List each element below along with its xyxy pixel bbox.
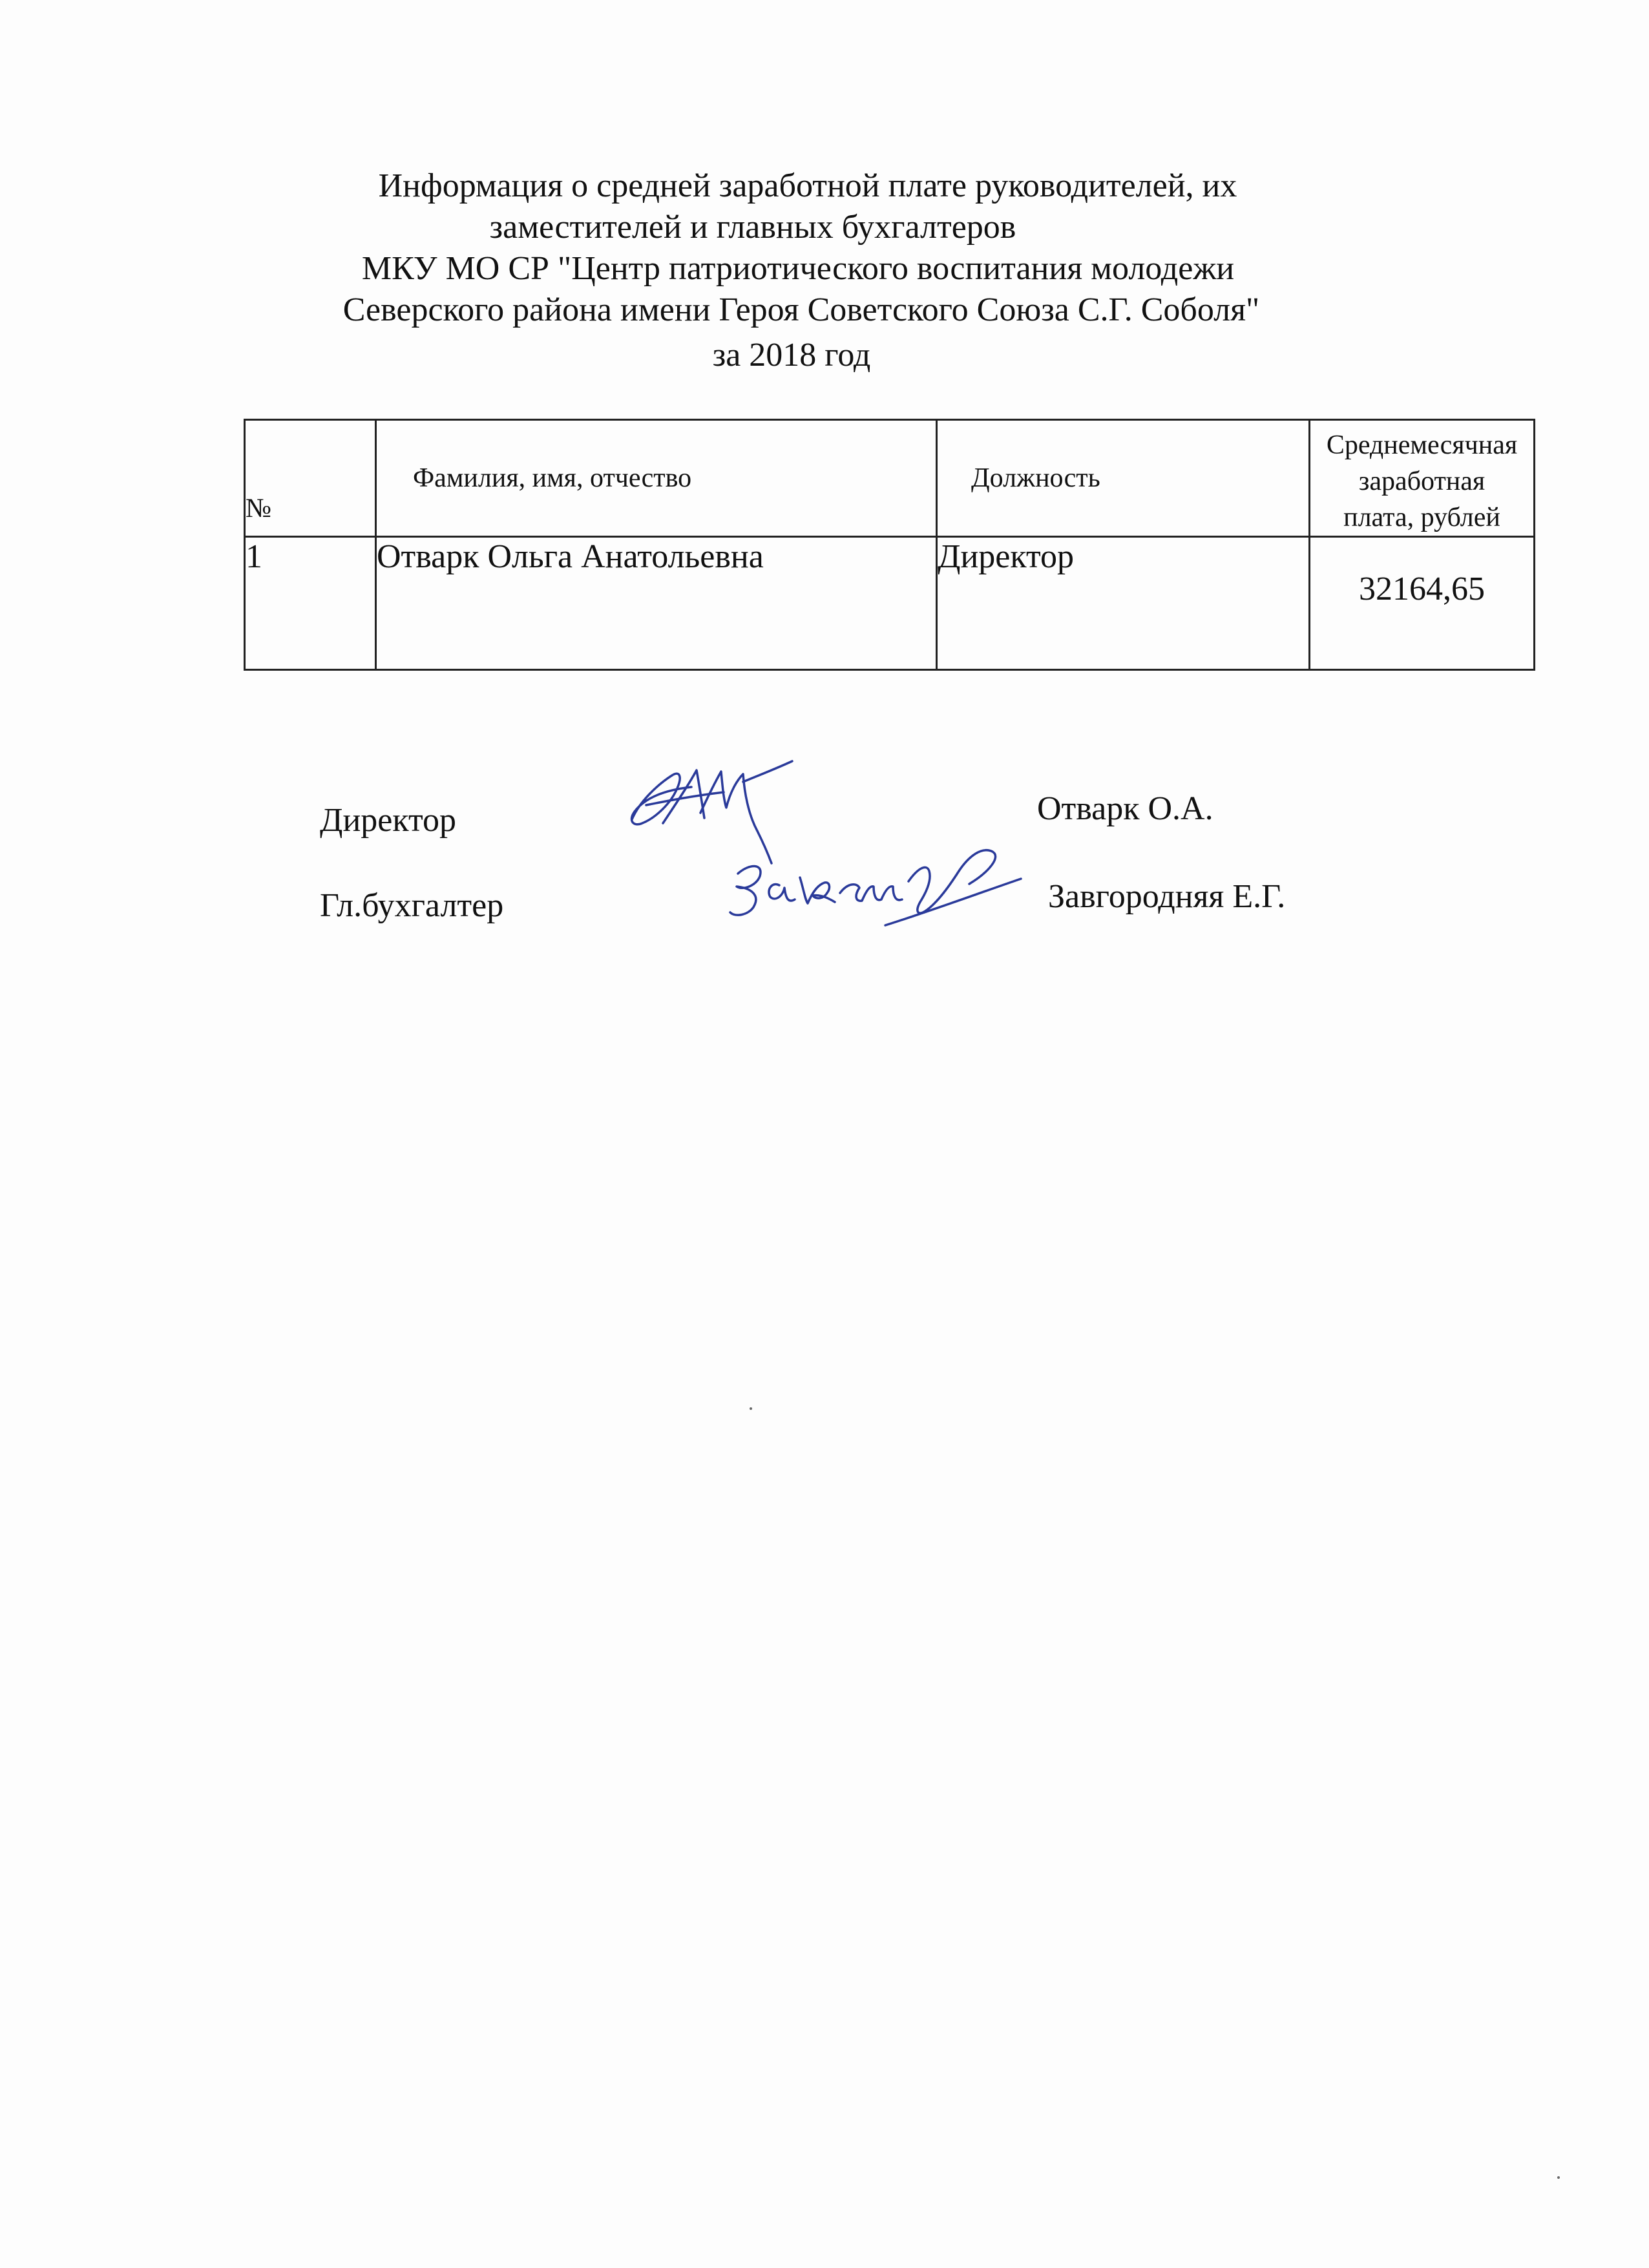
accountant-name: Завгородняя Е.Г. [1048,878,1286,915]
table-header-row [245,420,1535,537]
accountant-label: Гл.бухгалтер [320,887,504,924]
cell-num: 1 [245,537,376,670]
director-label: Директор [320,802,456,839]
table-row [245,537,1535,670]
director-name: Отварк О.А. [1037,790,1213,827]
title-line-1: Информация о средней заработной плате руководителей, их [378,167,1237,204]
title-line-4: Северского района имени Героя Советского Союза С.Г. Соболя" [342,291,1260,328]
salary-table [244,419,1535,671]
header-salary-line-3: плата, рублей [1343,503,1500,532]
header-num: № [245,420,376,537]
header-name: Фамилия, имя, отчество [376,420,937,537]
title-line-3: МКУ МО СР "Центр патриотического воспитания молодежи [361,250,1235,287]
cell-name: Отварк Ольга Анатольевна [376,537,937,670]
cell-salary: 32164,65 [1310,537,1535,670]
title-line-5: за 2018 год [712,337,871,373]
header-salary-line-1: Среднемесячная [1326,430,1518,460]
scan-speck [750,1407,752,1410]
scan-speck [1557,2176,1560,2179]
title-line-2: заместителей и главных бухгалтеров [489,209,1016,246]
header-salary [1310,420,1535,537]
header-position: Должность [937,420,1310,537]
accountant-signature [724,840,1027,937]
header-salary-line-2: заработная [1358,467,1486,496]
cell-position: Директор [937,537,1310,670]
